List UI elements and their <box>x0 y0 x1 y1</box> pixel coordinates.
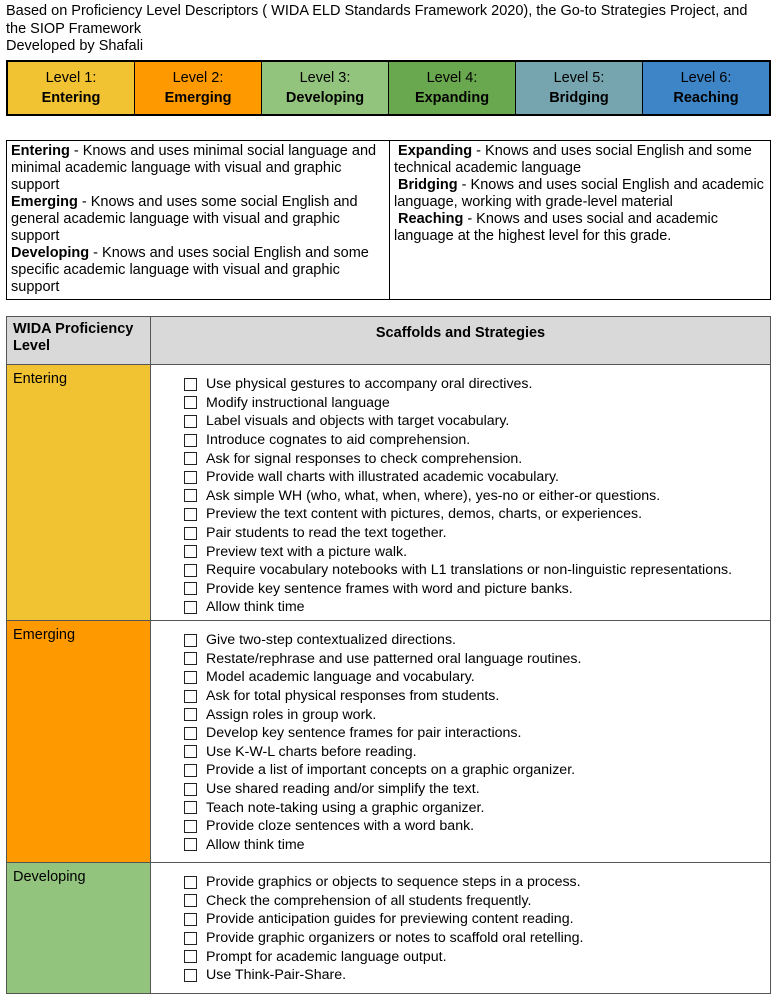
checkbox[interactable] <box>184 690 197 703</box>
level-3 <box>262 62 389 114</box>
intro-line: Developed by Shafali <box>6 38 144 54</box>
descriptor-text: - Knows and uses social English and some technical academic language <box>394 143 752 176</box>
checkbox[interactable] <box>184 452 197 465</box>
checklist-item-label: Model academic language and vocabulary. <box>206 669 475 686</box>
checkbox[interactable] <box>184 508 197 521</box>
checklist-item-label: Provide key sentence frames with word and picture banks. <box>206 580 573 597</box>
checklist-item-label: Provide anticipation guides for previewing content reading. <box>206 911 574 928</box>
level-number: Level 5: <box>553 70 605 86</box>
checklist-item[interactable] <box>184 650 770 669</box>
checklist-item[interactable] <box>184 449 770 468</box>
checkbox[interactable] <box>184 727 197 740</box>
level-number: Level 2: <box>172 70 224 86</box>
checklist-item-label: Use K-W-L charts before reading. <box>206 743 417 760</box>
checkbox[interactable] <box>184 489 197 502</box>
descriptor <box>394 211 766 245</box>
table-header-strategies-label: Scaffolds and Strategies <box>375 325 546 341</box>
proficiency-levels-bar <box>6 60 771 116</box>
checklist-item-label: Develop key sentence frames for pair interactions. <box>206 725 522 742</box>
checkbox[interactable] <box>184 652 197 665</box>
checklist-item-label: Provide a list of important concepts on a graphic organizer. <box>206 762 576 779</box>
checklist-item-label: Preview the text content with pictures, demos, charts, or experiences. <box>206 506 643 523</box>
checklist-item-label: Ask simple WH (who, what, when, where), yes-no or either-or questions. <box>206 487 661 504</box>
level-number: Level 3: <box>299 70 351 86</box>
checkbox[interactable] <box>184 745 197 758</box>
descriptors-right-column <box>390 141 770 299</box>
checklist-item[interactable] <box>184 724 770 743</box>
row-level-entering: Entering <box>7 365 151 621</box>
descriptor-term: Expanding <box>398 143 473 159</box>
table-header-level: WIDA Proficiency Level <box>7 317 151 365</box>
checklist-item[interactable] <box>184 431 770 450</box>
level-name: Expanding <box>414 90 490 106</box>
checklist-item-label: Use shared reading and/or simplify the text. <box>206 781 480 798</box>
descriptor-text: - Knows and uses some social English and general academic language with visual and graphic support <box>11 194 358 244</box>
checkbox[interactable] <box>184 601 197 614</box>
descriptor-term: Reaching <box>398 211 464 227</box>
descriptors-left-column <box>7 141 390 299</box>
descriptor-term: Bridging <box>398 177 458 193</box>
row-level-developing: Developing <box>7 863 151 993</box>
checklist-item-label: Restate/rephrase and use patterned oral language routines. <box>206 650 582 667</box>
checkbox[interactable] <box>184 671 197 684</box>
intro-line: the SIOP Framework <box>6 20 142 37</box>
descriptor <box>11 194 385 245</box>
checkbox[interactable] <box>184 969 197 982</box>
checklist-item[interactable] <box>184 929 770 948</box>
checkbox[interactable] <box>184 434 197 447</box>
checklist-item[interactable] <box>184 798 770 817</box>
level-number: Level 6: <box>680 70 732 86</box>
checklist-item-label: Use Think-Pair-Share. <box>206 967 347 984</box>
checkbox[interactable] <box>184 801 197 814</box>
checklist-item[interactable] <box>184 561 770 580</box>
checklist-item-label: Provide graphics or objects to sequence steps in a process. <box>206 874 581 891</box>
strategies-emerging <box>151 621 770 863</box>
level-6 <box>643 62 769 114</box>
checklist-item[interactable] <box>184 743 770 762</box>
level-number: Level 4: <box>426 70 478 86</box>
intro-line: Based on Proficiency Level Descriptors ( WIDA ELD Standards Framework 2020), the Go-to Strategies Project, and <box>6 3 748 19</box>
checkbox[interactable] <box>184 876 197 889</box>
checklist-item[interactable] <box>184 705 770 724</box>
checklist-item[interactable] <box>184 394 770 413</box>
descriptor <box>11 245 385 296</box>
checklist-item[interactable] <box>184 836 770 855</box>
checklist-item[interactable] <box>184 873 770 892</box>
checkbox[interactable] <box>184 527 197 540</box>
strategies-developing <box>151 863 770 993</box>
descriptor <box>394 177 766 211</box>
checklist-item[interactable] <box>184 892 770 911</box>
checklist-item-label: Modify instructional language <box>206 394 390 411</box>
checklist-item[interactable] <box>184 375 770 394</box>
descriptor-text: - Knows and uses social English and academic language, working with grade-level material <box>394 177 764 210</box>
row-level-emerging: Emerging <box>7 621 151 863</box>
checklist-developing <box>151 863 770 985</box>
level-descriptors <box>6 140 771 300</box>
checkbox[interactable] <box>184 545 197 558</box>
checklist-item-label: Preview text with a picture walk. <box>206 543 408 560</box>
checkbox[interactable] <box>184 932 197 945</box>
table-header-strategies <box>151 317 770 365</box>
intro-text <box>6 3 771 56</box>
checkbox[interactable] <box>184 783 197 796</box>
level-5 <box>516 62 643 114</box>
checkbox[interactable] <box>184 838 197 851</box>
checklist-item[interactable] <box>184 947 770 966</box>
strategies-table <box>6 316 771 994</box>
descriptor-text: - Knows and uses social and academic language at the highest level for this grade. <box>394 211 718 244</box>
checklist-item[interactable] <box>184 817 770 836</box>
checklist-item[interactable] <box>184 598 770 617</box>
checklist-item[interactable] <box>184 487 770 506</box>
checkbox[interactable] <box>184 378 197 391</box>
level-2 <box>135 62 262 114</box>
descriptor <box>11 143 385 194</box>
checklist-item-label: Allow think time <box>206 599 305 616</box>
checklist-item[interactable] <box>184 631 770 650</box>
checklist-item-label: Assign roles in group work. <box>206 706 377 723</box>
checklist-item[interactable] <box>184 580 770 599</box>
checkbox[interactable] <box>184 913 197 926</box>
checklist-item-label: Check the comprehension of all students frequently. <box>206 892 532 909</box>
checklist-item-label: Ask for total physical responses from students. <box>206 688 500 705</box>
checkbox[interactable] <box>184 764 197 777</box>
checkbox[interactable] <box>184 708 197 721</box>
level-name: Bridging <box>549 90 609 106</box>
descriptor-text: - Knows and uses minimal social language and minimal academic language with visual and graphic support <box>11 143 377 193</box>
checkbox[interactable] <box>184 396 197 409</box>
level-number: Level 1: <box>45 70 97 86</box>
checklist-item-label: Allow think time <box>206 836 305 853</box>
checklist-item-label: Require vocabulary notebooks with L1 translations or non-linguistic representations. <box>206 562 733 579</box>
checkbox[interactable] <box>184 894 197 907</box>
level-name: Entering <box>41 90 101 106</box>
descriptor-term: Entering <box>11 143 70 159</box>
level-4 <box>389 62 516 114</box>
checklist-item-label: Label visuals and objects with target vocabulary. <box>206 413 510 430</box>
checklist-item[interactable] <box>184 468 770 487</box>
checkbox[interactable] <box>184 564 197 577</box>
checklist-item-label: Use physical gestures to accompany oral directives. <box>206 376 533 393</box>
checklist-item[interactable] <box>184 524 770 543</box>
checklist-item-label: Give two-step contextualized directions. <box>206 632 456 649</box>
checkbox[interactable] <box>184 634 197 647</box>
descriptor-term: Emerging <box>11 194 78 210</box>
level-name: Developing <box>285 90 365 106</box>
checklist-item[interactable] <box>184 687 770 706</box>
checklist-item-label: Prompt for academic language output. <box>206 948 447 965</box>
checklist-item[interactable] <box>184 542 770 561</box>
descriptor <box>394 143 766 177</box>
checklist-item-label: Provide graphic organizers or notes to scaffold oral retelling. <box>206 930 584 947</box>
checklist-emerging <box>151 621 770 854</box>
checklist-item[interactable] <box>184 761 770 780</box>
checklist-item-label: Teach note-taking using a graphic organizer. <box>206 799 485 816</box>
checkbox[interactable] <box>184 415 197 428</box>
strategies-entering <box>151 365 770 621</box>
checkbox[interactable] <box>184 582 197 595</box>
checklist-item[interactable] <box>184 505 770 524</box>
checklist-item[interactable] <box>184 966 770 985</box>
checklist-item-label: Introduce cognates to aid comprehension. <box>206 432 471 449</box>
checkbox[interactable] <box>184 950 197 963</box>
level-name: Emerging <box>164 90 232 106</box>
checklist-item-label: Provide cloze sentences with a word bank. <box>206 818 475 835</box>
descriptor-text: - Knows and uses social English and some specific academic language with visual and graphic support <box>11 245 369 295</box>
checklist-item[interactable] <box>184 412 770 431</box>
checklist-entering <box>151 365 770 617</box>
checklist-item-label: Provide wall charts with illustrated academic vocabulary. <box>206 469 559 486</box>
descriptor-term: Developing <box>11 245 90 261</box>
checkbox[interactable] <box>184 471 197 484</box>
checklist-item[interactable] <box>184 910 770 929</box>
checkbox[interactable] <box>184 820 197 833</box>
checklist-item-label: Pair students to read the text together. <box>206 525 447 542</box>
checklist-item-label: Ask for signal responses to check comprehension. <box>206 450 523 467</box>
checklist-item[interactable] <box>184 780 770 799</box>
level-1 <box>8 62 135 114</box>
level-name: Reaching <box>673 90 739 106</box>
checklist-item[interactable] <box>184 668 770 687</box>
